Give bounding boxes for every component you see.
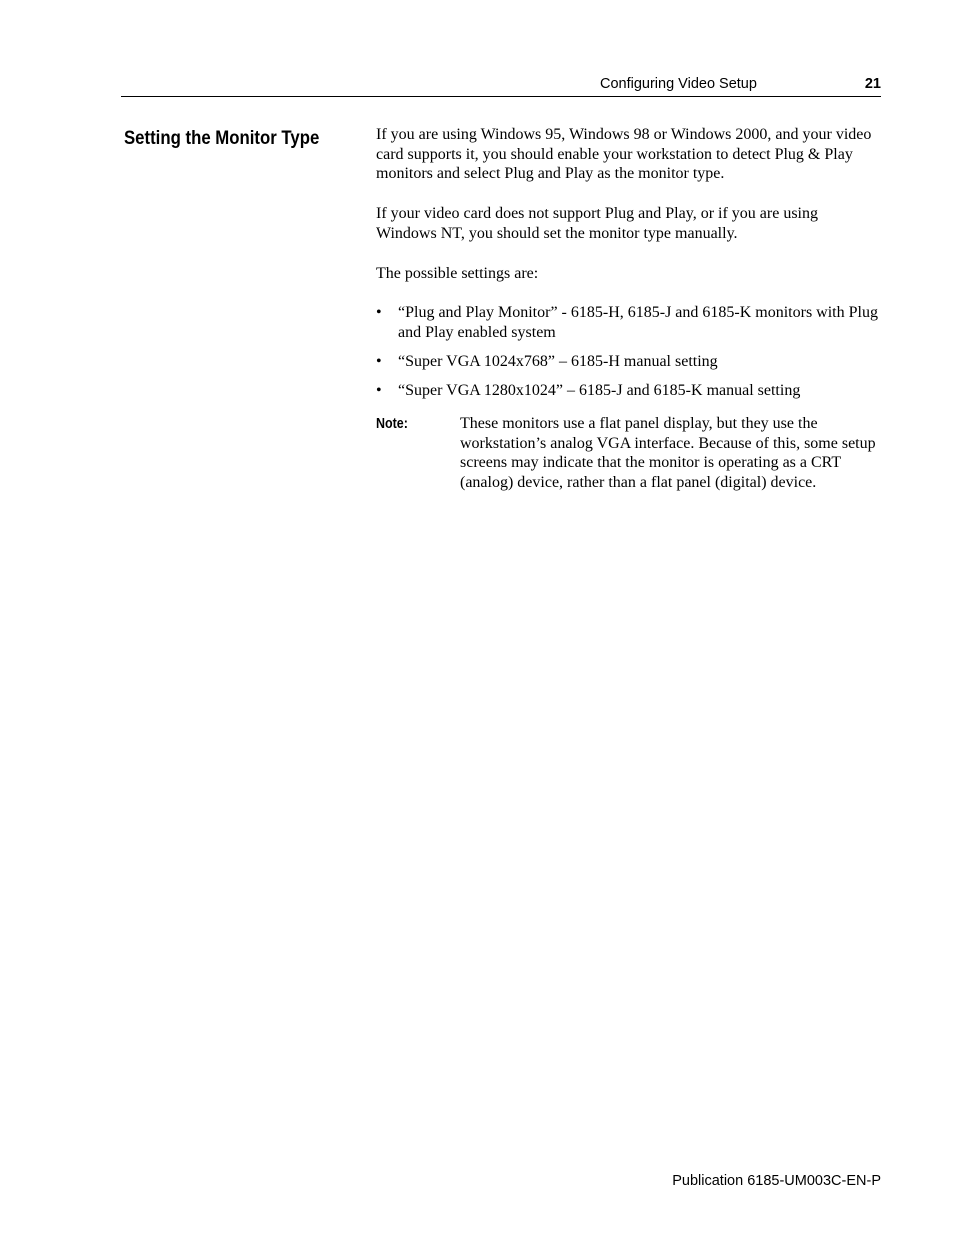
note-block (376, 414, 882, 493)
header-section-name: Configuring Video Setup (600, 76, 757, 92)
list-item (376, 381, 882, 401)
publication-footer: Publication 6185-UM003C-EN-P (672, 1173, 881, 1189)
section-body (376, 125, 882, 493)
settings-list (376, 303, 882, 401)
list-item-text: “Plug and Play Monitor” - 6185-H, 6185-J and 6185-K monitors with Plug and Play enabled system (398, 304, 878, 341)
running-header (121, 74, 881, 97)
note-label: Note: (376, 416, 408, 433)
list-item-text: “Super VGA 1280x1024” – 6185-J and 6185-K manual setting (398, 382, 801, 400)
page-number: 21 (864, 76, 881, 92)
list-item (376, 352, 882, 372)
section-heading: Setting the Monitor Type (124, 127, 320, 149)
list-item-text: “Super VGA 1024x768” – 6185-H manual setting (398, 353, 718, 371)
settings-intro-paragraph: The possible settings are: (376, 264, 539, 282)
bullet-icon: • (376, 353, 382, 371)
bullet-icon: • (376, 304, 382, 322)
manual-setting-paragraph: If your video card does not support Plug and Play, or if you are using Windows NT, you should set the monitor type manually. (376, 205, 818, 242)
intro-paragraph: If you are using Windows 95, Windows 98 or Windows 2000, and your video card supports it, you should enable your workstation to detect Plug & Play monitors and select Plug and Play as the monitor type. (376, 126, 872, 183)
bullet-icon: • (376, 382, 382, 400)
list-item (376, 303, 882, 342)
note-text: These monitors use a flat panel display, but they use the workstation’s analog VGA interface. Because of this, some setup screens may indicate that the monitor is operating as a CRT (analog) device, rather than a flat panel (digital) device. (460, 415, 876, 492)
